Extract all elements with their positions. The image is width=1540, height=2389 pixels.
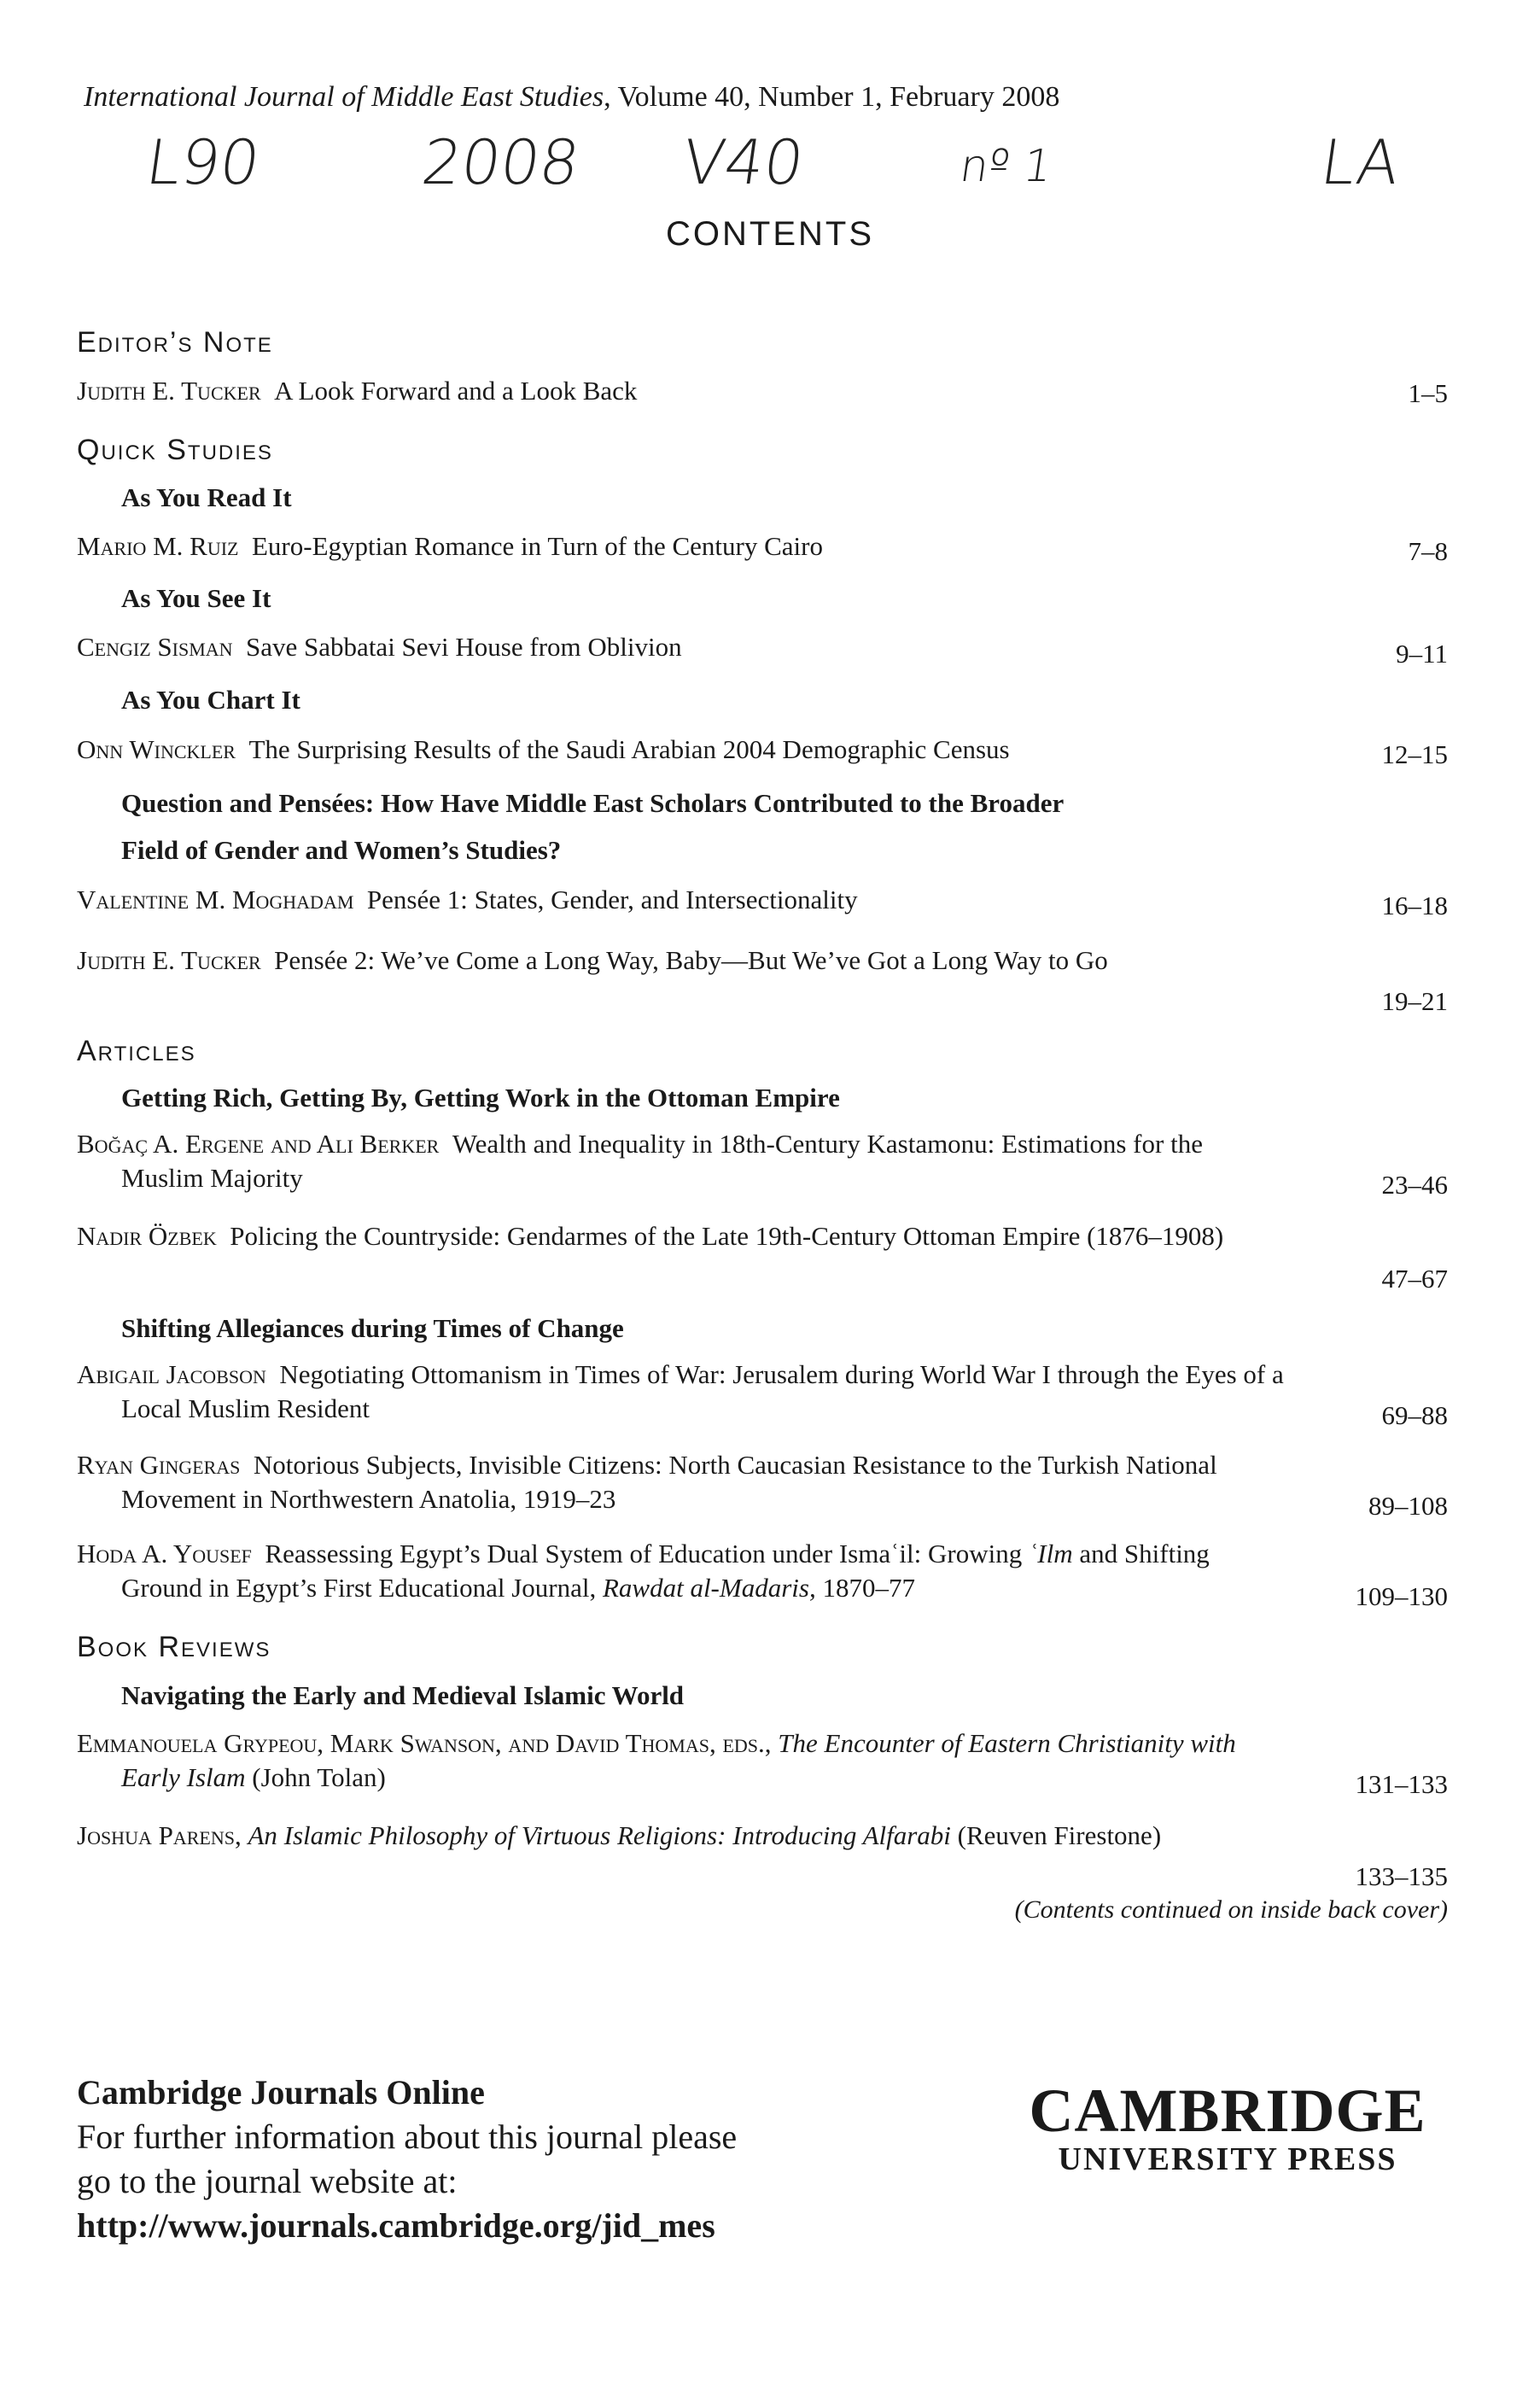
- handwritten-note: nº 1: [956, 141, 1056, 192]
- toc-entry: [77, 1127, 1286, 1195]
- continued-note: (Contents continued on inside back cover): [1014, 1895, 1448, 1924]
- handwritten-note: 2008: [417, 126, 585, 198]
- book-title: An Islamic Philosophy of Virtuous Religions: Introducing Alfarabi: [248, 1820, 951, 1850]
- page-range: 16–18: [1381, 891, 1448, 920]
- handwritten-note: LA: [1316, 126, 1404, 198]
- toc-entry: [77, 1819, 1286, 1853]
- journal-name: International Journal of Middle East Studies: [84, 81, 604, 113]
- page-range: 12–15: [1381, 739, 1448, 769]
- toc-entry: [77, 943, 1240, 978]
- page-range: 131–133: [1355, 1769, 1448, 1799]
- entry-author: Valentine M. Moghadam: [77, 885, 354, 914]
- reviewer: (Reuven Firestone): [950, 1820, 1162, 1850]
- toc-entry: [77, 529, 1286, 564]
- entry-title: The Surprising Results of the Saudi Arabian 2004 Demographic Census: [248, 734, 1010, 764]
- page-range: 133–135: [1355, 1861, 1448, 1891]
- entry-author: Joshua Parens,: [77, 1820, 242, 1850]
- subsection-heading: As You See It: [121, 583, 271, 613]
- toc-entry: [77, 374, 1286, 408]
- toc-entry: [77, 883, 1286, 917]
- entry-title: Negotiating Ottomanism in Times of War: Jerusalem during World War I through the Eyes of a Local Muslim Resident: [121, 1359, 1284, 1423]
- subsection-heading: Field of Gender and Women’s Studies?: [121, 835, 562, 865]
- issue-details: , Volume 40, Number 1, February 2008: [604, 81, 1060, 113]
- entry-title-italic: Rawdat al-Madaris,: [602, 1573, 816, 1603]
- entry-author: Nadir Özbek: [77, 1221, 217, 1251]
- toc-entry: [77, 1537, 1286, 1605]
- entry-title: Policing the Countryside: Gendarmes of the Late 19th-Century Ottoman Empire (1876–1908): [230, 1221, 1224, 1251]
- entry-title: Pensée 1: States, Gender, and Intersectionality: [366, 885, 858, 914]
- page-range: 9–11: [1396, 639, 1448, 669]
- entry-author: Judith E. Tucker: [77, 376, 261, 406]
- entry-author: Abigail Jacobson: [77, 1359, 266, 1389]
- cjo-text: For further information about this journal please: [77, 2117, 738, 2156]
- toc-entry: [77, 1219, 1286, 1253]
- section-heading-articles: Articles: [77, 1035, 196, 1067]
- publisher-logo: [1006, 2077, 1450, 2177]
- page-title: CONTENTS: [666, 215, 874, 253]
- toc-entry: [77, 630, 1286, 664]
- journal-url-link[interactable]: http://www.journals.cambridge.org/jid_mes: [77, 2206, 715, 2245]
- entry-title: 1870–77: [815, 1573, 915, 1603]
- subsection-heading: As You Chart It: [121, 685, 300, 715]
- subsection-heading: Navigating the Early and Medieval Islamic World: [121, 1680, 685, 1710]
- handwritten-note: V40: [678, 126, 808, 198]
- entry-author: Onn Winckler: [77, 734, 236, 764]
- entry-title: Save Sabbatai Sevi House from Oblivion: [246, 632, 682, 662]
- entry-author: Boğaç A. Ergene and Ali Berker: [77, 1129, 440, 1159]
- book-title: The Encounter of Eastern Christianity with Early Islam: [121, 1728, 1236, 1792]
- entry-author: Emmanouela Grypeou, Mark Swanson, and David Thomas, eds.,: [77, 1728, 772, 1758]
- journal-header: [84, 81, 1450, 114]
- publisher-sub: UNIVERSITY PRESS: [1058, 2141, 1397, 2177]
- entry-title: Pensée 2: We’ve Come a Long Way, Baby—But We’ve Got a Long Way to Go: [274, 945, 1108, 975]
- toc-entry: [77, 733, 1286, 767]
- toc-entry: [77, 1358, 1286, 1426]
- entry-title: A Look Forward and a Look Back: [274, 376, 638, 406]
- page-range: 7–8: [1408, 536, 1448, 566]
- subsection-heading: Shifting Allegiances during Times of Change: [121, 1313, 624, 1343]
- entry-author: Judith E. Tucker: [77, 945, 261, 975]
- page-range: 47–67: [1381, 1264, 1448, 1294]
- section-heading-quick-studies: Quick Studies: [77, 434, 273, 466]
- cjo-text: go to the journal website at:: [77, 2162, 458, 2200]
- subsection-heading: Question and Pensées: How Have Middle East Scholars Contributed to the Broader: [121, 788, 1065, 818]
- cjo-title: Cambridge Journals Online: [77, 2073, 485, 2112]
- subsection-heading: Getting Rich, Getting By, Getting Work in the Ottoman Empire: [121, 1083, 840, 1113]
- toc-entry: [77, 1448, 1286, 1516]
- reviewer: (John Tolan): [245, 1762, 386, 1792]
- section-heading-editors-note: Editor’s Note: [77, 326, 273, 359]
- page-range: 69–88: [1381, 1400, 1448, 1430]
- entry-title: Wealth and Inequality in 18th-Century Kastamonu: Estimations for the Muslim Majority: [121, 1129, 1203, 1193]
- entry-title-italic: ʿIlm: [1028, 1539, 1073, 1568]
- page-range: 23–46: [1381, 1170, 1448, 1200]
- entry-author: Ryan Gingeras: [77, 1450, 241, 1480]
- page-range: 89–108: [1368, 1491, 1448, 1521]
- entry-author: Cengiz Sisman: [77, 632, 233, 662]
- entry-author: Mario M. Ruiz: [77, 531, 239, 561]
- page-range: 19–21: [1381, 986, 1448, 1016]
- entry-title: Reassessing Egypt’s Dual System of Education under Ismaʿil: Growing: [265, 1539, 1029, 1568]
- section-heading-book-reviews: Book Reviews: [77, 1631, 271, 1663]
- cambridge-journals-online: [77, 2071, 845, 2248]
- page-range: 1–5: [1408, 378, 1448, 408]
- toc-entry: [77, 1726, 1286, 1795]
- entry-title: Notorious Subjects, Invisible Citizens: North Caucasian Resistance to the Turkish National Movement in Northwestern Anatolia, 1919–23: [121, 1450, 1217, 1514]
- page-range: 109–130: [1355, 1581, 1448, 1611]
- subsection-heading: As You Read It: [121, 482, 292, 512]
- publisher-name: CAMBRIDGE: [1029, 2077, 1426, 2145]
- entry-title: and Shifting Ground in Egypt’s First Educational Journal,: [121, 1539, 1210, 1603]
- entry-title: Euro-Egyptian Romance in Turn of the Century Cairo: [251, 531, 823, 561]
- entry-author: Hoda A. Yousef: [77, 1539, 252, 1568]
- handwritten-note: L90: [142, 126, 265, 198]
